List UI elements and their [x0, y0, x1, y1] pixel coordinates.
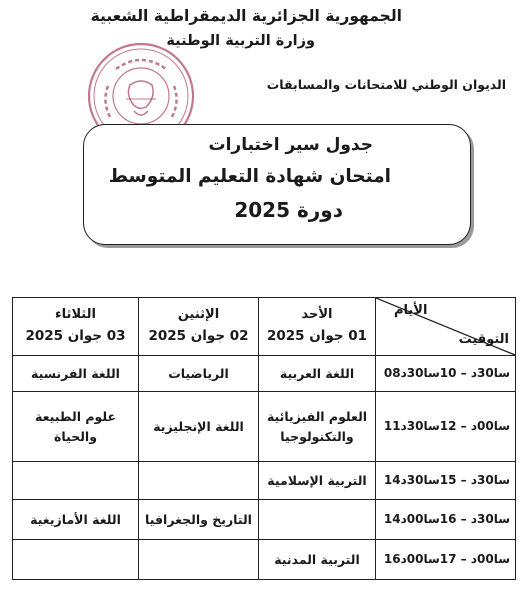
republic-name: الجمهورية الجزائرية الديمقراطية الشعبية: [90, 7, 402, 25]
time-label: التوقيت: [458, 332, 509, 348]
time-slot: 14سا30د – 15سا30د: [376, 462, 516, 500]
title-line-2: امتحان شهادة التعليم المتوسط: [108, 166, 391, 187]
exam-schedule-table: [12, 297, 516, 580]
day-name: الإثنين: [177, 307, 220, 323]
subject-cell: التربية المدنية: [259, 540, 376, 580]
days-label: الأيام: [394, 303, 428, 318]
ministry-name: وزارة التربية الوطنية: [166, 33, 315, 49]
day-header: [259, 298, 376, 356]
subject-cell: اللغة الإنجليزية: [139, 392, 259, 462]
day-name: الأحد: [301, 307, 333, 323]
day-date: 02 جوان 2025: [148, 328, 249, 345]
time-slot: 08سا30د – 10سا30د: [376, 356, 516, 392]
day-header: [139, 298, 259, 356]
title-line-1: جدول سير اختبارات: [208, 135, 373, 155]
corner-cell: [376, 298, 516, 356]
office-name: الديوان الوطني للامتحانات والمسابقات: [266, 77, 506, 92]
subject-cell: علوم الطبيعة والحياة: [13, 392, 139, 462]
table-row: [13, 356, 516, 392]
subject-cell: التاريخ والجغرافيا: [139, 500, 259, 540]
subject-cell: [13, 540, 139, 580]
table-row: [13, 500, 516, 540]
day-header: [13, 298, 139, 356]
subject-cell: [139, 540, 259, 580]
subject-cell: اللغة العربية: [259, 356, 376, 392]
subject-cell: [259, 500, 376, 540]
time-slot: 16سا00د – 17سا00د: [376, 540, 516, 580]
day-name: الثلاثاء: [55, 307, 96, 323]
table-header-row: [13, 298, 516, 356]
time-slot: 14سا30د – 16سا00د: [376, 500, 516, 540]
title-line-3: دورة 2025: [234, 198, 343, 222]
title-box: [83, 124, 471, 245]
time-slot: 11سا00د – 12سا30د: [376, 392, 516, 462]
table-row: [13, 392, 516, 462]
subject-cell: اللغة الأمازيغية: [13, 500, 139, 540]
subject-cell: الرياضيات: [139, 356, 259, 392]
table-row: [13, 540, 516, 580]
subject-cell: العلوم الفيزيائية والتكنولوجيا: [259, 392, 376, 462]
subject-cell: اللغة الفرنسية: [13, 356, 139, 392]
subject-cell: التربية الإسلامية: [259, 462, 376, 500]
day-date: 01 جوان 2025: [266, 328, 368, 345]
subject-cell: [139, 462, 259, 500]
subject-cell: [13, 462, 139, 500]
day-date: 03 جوان 2025: [25, 328, 126, 345]
table-row: [13, 462, 516, 500]
